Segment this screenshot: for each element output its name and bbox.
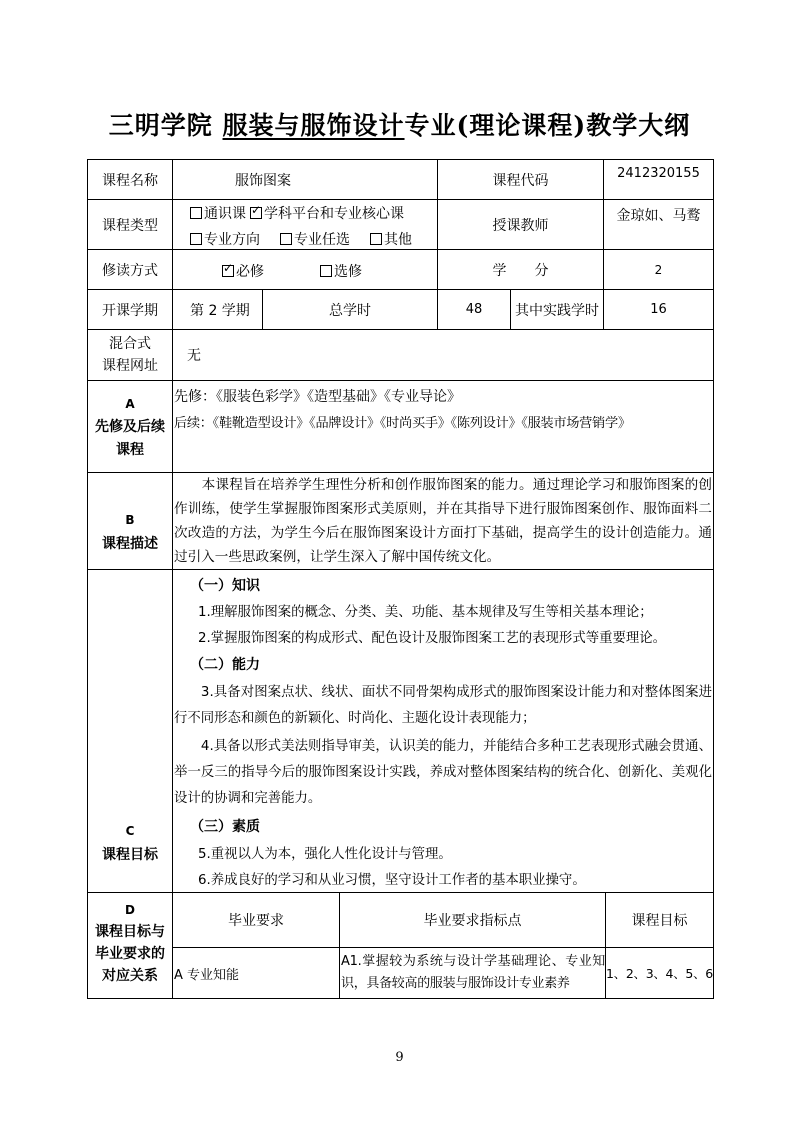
teacher: 金琼如、马鹜 bbox=[616, 208, 701, 224]
section-d-label: D 课程目标与 毕业要求的 对应关系 bbox=[95, 903, 165, 984]
credit: 2 bbox=[654, 262, 663, 277]
term-label: 开课学期 bbox=[102, 302, 158, 319]
mode-option-required: ✓ 必修 bbox=[222, 261, 264, 281]
goal-4: 4.具备以形式美法则指导审美，认识美的能力，并能结合多种工艺表现形式融会贯通、举一反三的指导今后的服饰图案设计实践，养成对整体图案结构的统合化、创新化、美观化设计的协调和完善能力。 bbox=[174, 739, 712, 806]
prerequisite-courses: 先修：《服装色彩学》《造型基础》《专业导论》 bbox=[174, 389, 461, 405]
document-title: 三明学院 服装与服饰设计专业(理论课程)教学大纲 bbox=[108, 111, 691, 140]
total-hours-label: 总学时 bbox=[329, 302, 371, 319]
type-option-core: ✓ 学科平台和专业核心课 bbox=[250, 203, 404, 223]
section-b-label: B 课程描述 bbox=[102, 513, 158, 552]
course-url: 无 bbox=[187, 348, 201, 364]
term: 第 2 学期 bbox=[190, 302, 250, 319]
practice-hours-label: 其中实践学时 bbox=[515, 302, 599, 319]
course-code: 2412320155 bbox=[617, 165, 700, 181]
knowledge-heading: （一）知识 bbox=[190, 578, 260, 594]
section-a-label: A 先修及后续 课程 bbox=[95, 397, 165, 458]
type-option-general: 通识课 bbox=[190, 203, 246, 223]
goal-1: 1.理解服饰图案的概念、分类、美、功能、基本规律及写生等相关基本理论； bbox=[198, 605, 653, 620]
course-type-label: 课程类型 bbox=[102, 217, 158, 234]
course-name: 服饰图案 bbox=[235, 172, 291, 189]
goal-2: 2.掌握服饰图案的构成形式、配色设计及服饰图案工艺的表现形式等重要理论。 bbox=[198, 631, 667, 646]
course-code-label: 课程代码 bbox=[492, 172, 549, 189]
course-url-label: 混合式 课程网址 bbox=[102, 336, 158, 374]
goal-5: 5.重视以人为本，强化人性化设计与管理。 bbox=[198, 847, 452, 862]
course-name-label: 课程名称 bbox=[102, 172, 158, 189]
goal-6: 6.养成良好的学习和从业习惯，坚守设计工作者的基本职业操守。 bbox=[198, 873, 586, 888]
course-goals-mapping: 1、2、3、4、5、6 bbox=[606, 966, 713, 981]
goal-3: 3.具备对图案点状、线状、面状不同骨架构成形式的服饰图案设计能力和对整体图案进行不同形态和颜色的新颖化、时尚化、主题化设计表现能力； bbox=[174, 685, 712, 726]
page-number: 9 bbox=[395, 1050, 404, 1065]
teacher-label: 授课教师 bbox=[492, 217, 549, 234]
type-option-elective: 专业任选 bbox=[280, 229, 350, 249]
requirement-a: A 专业知能 bbox=[174, 968, 240, 983]
col-graduation-requirement: 毕业要求 bbox=[228, 913, 284, 929]
total-hours: 48 bbox=[465, 302, 483, 317]
practice-hours: 16 bbox=[650, 302, 667, 317]
col-course-goal: 课程目标 bbox=[631, 913, 688, 929]
type-option-direction: 专业方向 bbox=[190, 229, 260, 249]
credit-label: 学 分 bbox=[492, 262, 549, 279]
mode-option-optional: 选修 bbox=[320, 261, 362, 281]
study-mode-label: 修读方式 bbox=[102, 262, 158, 279]
indicator-a1: A1.掌握较为系统与设计学基础理论、专业知识，具备较高的服装与服饰设计专业素养 bbox=[341, 954, 605, 991]
ability-heading: （二）能力 bbox=[190, 657, 260, 673]
subsequent-courses: 后续：《鞋靴造型设计》《品牌设计》《时尚买手》《陈列设计》《服装市场营销学》 bbox=[174, 416, 631, 431]
col-requirement-indicator: 毕业要求指标点 bbox=[423, 913, 522, 929]
course-description: 本课程旨在培养学生理性分析和创作服饰图案的能力。通过理论学习和服饰图案的创作训练，使学生掌握服饰图案形式美原则，并在其指导下进行服饰图案创作、服饰面料二次改造的方法，为学生今后在服饰图案设计方面打下基础，提高学生的设计创造能力。通过引入一些思政案例，让学生深入了解中国传统文化。 bbox=[174, 477, 712, 565]
type-option-other: 其他 bbox=[370, 229, 412, 249]
quality-heading: （三）素质 bbox=[190, 819, 260, 835]
section-c-label: C 课程目标 bbox=[102, 824, 158, 863]
